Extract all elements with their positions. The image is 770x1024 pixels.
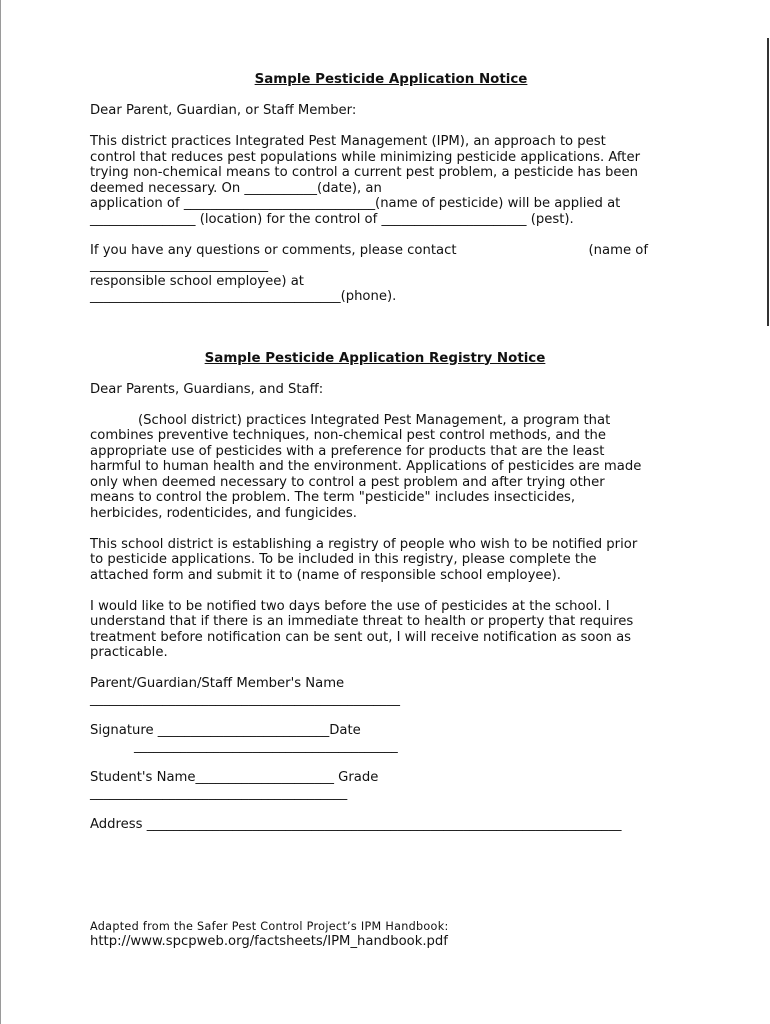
notice-body-line: deemed necessary. On ___________(date), an: [90, 180, 382, 196]
notice-title: Sample Pesticide Application Notice: [254, 72, 528, 87]
registry-para2-line: to pesticide applications. To be included in this registry, please complete the: [90, 552, 597, 567]
signature-date-line[interactable]: ________________________________________: [134, 738, 398, 754]
contact-line: [90, 243, 680, 259]
name-field-line[interactable]: _______________________________________________: [90, 691, 400, 707]
registry-para1-line: appropriate use of pesticides with a preference for products that are the least: [90, 443, 605, 459]
registry-para1-line: combines preventive techniques, non-chemical pest control methods, and the: [90, 428, 606, 443]
contact-phone-line: ______________________________________(phone).: [90, 289, 397, 304]
signature-row[interactable]: Signature __________________________Date: [90, 723, 361, 738]
registry-para1-line: harmful to human health and the environment. Applications of pesticides are made: [90, 459, 642, 474]
contact-line-name-of: (name of: [588, 242, 648, 258]
registry-title: Sample Pesticide Application Registry Notice: [204, 350, 546, 366]
notice-body-line: ________________ (location) for the control of ______________________ (pest).: [90, 211, 574, 227]
registry-para1-line: (School district) practices Integrated Pest Management, a program that: [138, 412, 611, 428]
registry-para3-line: practicable.: [90, 645, 168, 660]
footer-source: Adapted from the Safer Pest Control Project’s IPM Handbook:: [90, 920, 449, 933]
registry-para3-line: understand that if there is an immediate threat to health or property that requires: [90, 614, 634, 629]
grade-line[interactable]: _______________________________________: [90, 785, 348, 801]
registry-salutation: Dear Parents, Guardians, and Staff:: [90, 381, 324, 397]
registry-para3-line: treatment before notification can be sent out, I will receive notification as soon as: [90, 629, 632, 645]
notice-body-line: This district practices Integrated Pest Management (IPM), an approach to pest: [90, 134, 606, 149]
page-right-edge: [767, 38, 769, 326]
footer-url: http://www.spcpweb.org/factsheets/IPM_handbook.pdf: [90, 934, 448, 949]
notice-body-line: control that reduces pest populations while minimizing pesticide applications. After: [90, 149, 641, 165]
registry-para1-line: only when deemed necessary to control a pest problem and after trying other: [90, 474, 605, 490]
student-row[interactable]: Student's Name_____________________ Grade: [90, 770, 379, 785]
name-label: Parent/Guardian/Staff Member's Name: [90, 676, 345, 691]
contact-blank: ___________________________: [90, 258, 269, 273]
contact-line-text: If you have any questions or comments, please contact: [90, 242, 457, 258]
registry-para2-line: attached form and submit it to (name of responsible school employee).: [90, 567, 561, 583]
address-row[interactable]: Address ________________________________________________________________________: [90, 817, 622, 832]
notice-body-line: application of _____________________________(name of pesticide) will be applied at: [90, 196, 621, 211]
notice-body-line: trying non-chemical means to control a current pest problem, a pesticide has been: [90, 165, 638, 180]
notice-salutation: Dear Parent, Guardian, or Staff Member:: [90, 103, 357, 118]
registry-para1-line: means to control the problem. The term "pesticide" includes insecticides,: [90, 490, 576, 505]
registry-para1-line: herbicides, rodenticides, and fungicides.: [90, 505, 357, 521]
contact-line: responsible school employee) at: [90, 273, 304, 289]
registry-para3-line: I would like to be notified two days before the use of pesticides at the school. I: [90, 598, 610, 614]
registry-para2-line: This school district is establishing a registry of people who wish to be notified prior: [90, 536, 638, 552]
page-left-edge: [0, 0, 1, 1024]
document-page: [90, 72, 680, 833]
